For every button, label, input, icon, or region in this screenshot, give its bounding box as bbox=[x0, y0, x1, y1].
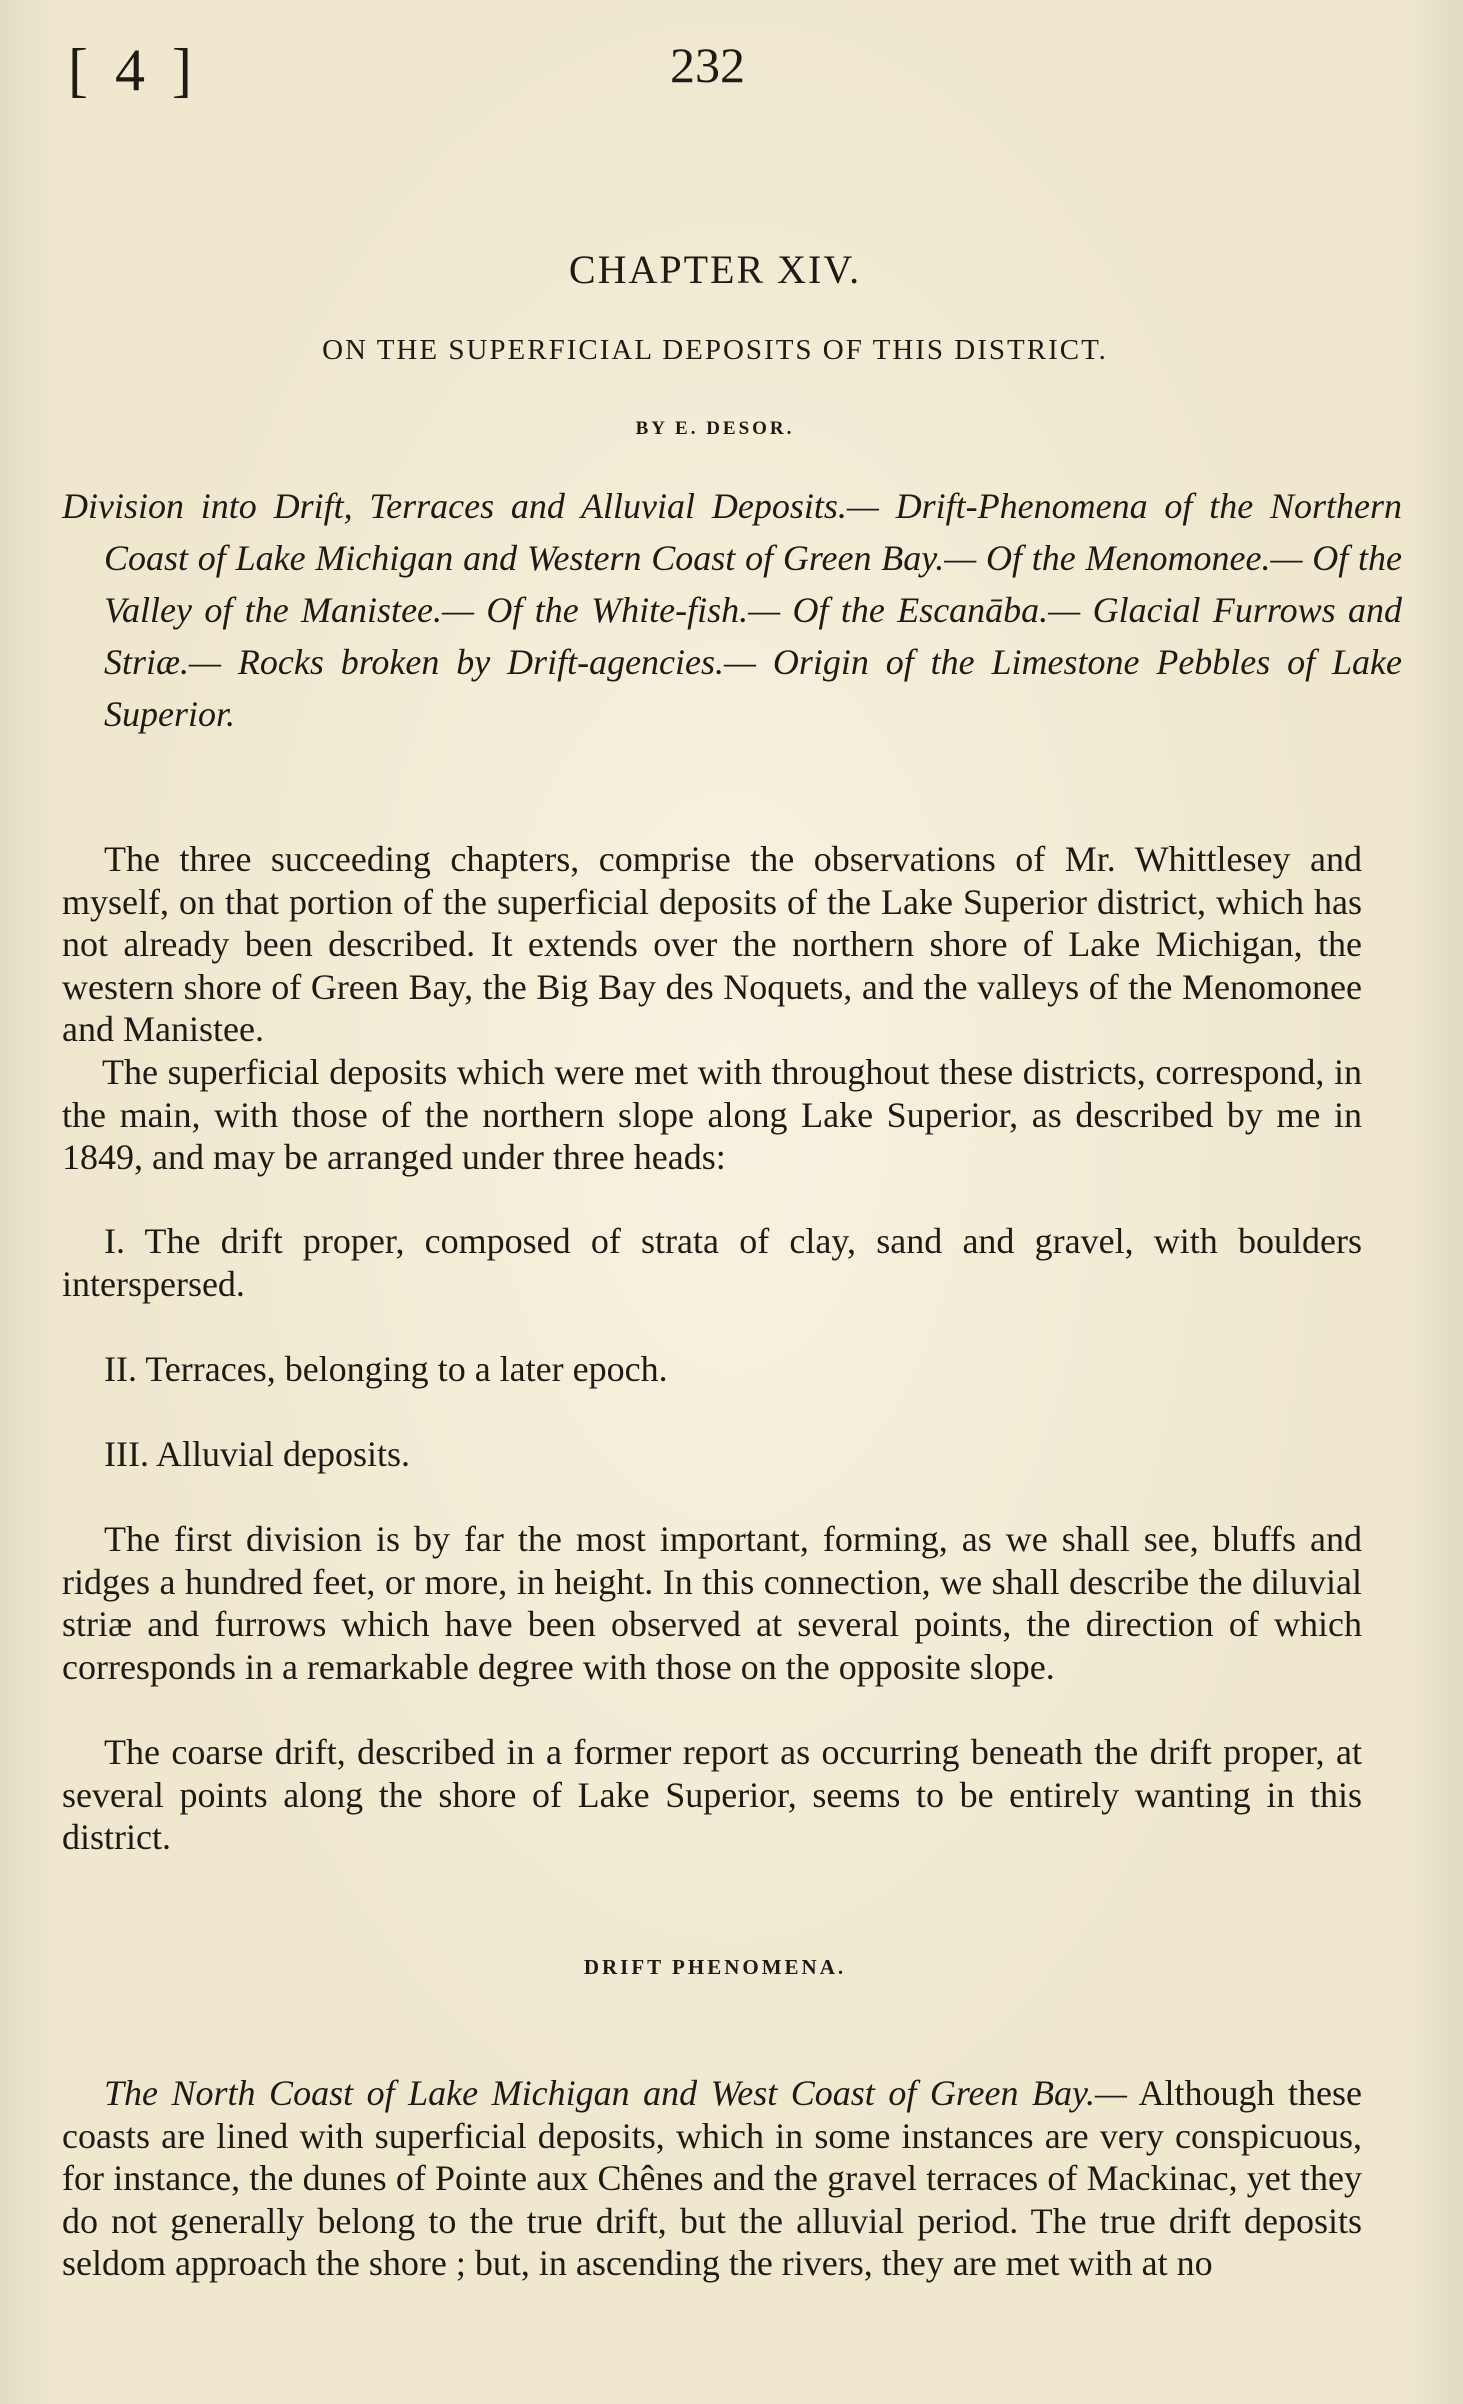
paragraph-coarse-drift: The coarse drift, described in a former report as occurring beneath the drift proper, at several points along the shore of Lake Superior, seems to be entirely wanting in this district. bbox=[62, 1732, 1362, 1857]
paragraph-north-coast bbox=[62, 2072, 1362, 2285]
paragraph-deposits: The superficial deposits which were met with throughout these districts, correspond, in the main, with those of the northern slope along Lake Superior, as described by me in 1849, and may be arranged under three heads: bbox=[62, 1052, 1362, 1177]
runin-heading: The North Coast of Lake Michigan and West Coast of Green Bay.— bbox=[104, 2073, 1127, 2113]
chapter-summary: Division into Drift, Terraces and Alluvial Deposits.— Drift-Phenomena of the Northern Coast of Lake Michigan and Western Coast of Green Bay.— Of the Menomonee.— Of the Valley of the Manistee.— Of the White-fish.— Of the Escanāba.— Glacial Furrows and Striæ.— Rocks broken by Drift-agencies.— Origin of the Limestone Pebbles of Lake Superior. bbox=[62, 486, 1402, 734]
chapter-subtitle: ON THE SUPERFICIAL DEPOSITS OF THIS DISTRICT. bbox=[322, 334, 1108, 366]
section-heading: DRIFT PHENOMENA. bbox=[583, 1955, 847, 1979]
list-item-drift: I. The drift proper, composed of strata of clay, sand and gravel, with boulders interspersed. bbox=[62, 1221, 1362, 1304]
paragraph-first-division: The first division is by far the most important, forming, as we shall see, bluffs and ridges a hundred feet, or more, in height. In this connection, we shall describe the diluvial striæ and furrows which have been observed at several points, the direction of which corresponds in a remarkable degree with those on the opposite slope. bbox=[62, 1519, 1362, 1687]
list-item-terraces: II. Terraces, belonging to a later epoch. bbox=[104, 1349, 668, 1389]
chapter-title: CHAPTER XIV. bbox=[568, 247, 862, 292]
paragraph-north-coast-text: Although these coasts are lined with superficial deposits, which in some instances are very conspicuous, for instance, the dunes of Pointe aux Chênes and the gravel terraces of Mackinac, yet they do not generally belong to the true drift, but the alluvial period. The true drift deposits seldom approach the shore ; but, in ascending the rivers, they are met with at no bbox=[62, 2073, 1362, 2283]
signature-mark: [ 4 ] bbox=[68, 37, 198, 103]
page-number: 232 bbox=[670, 37, 745, 93]
author-byline: BY E. DESOR. bbox=[635, 418, 795, 439]
paragraph-intro: The three succeeding chapters, comprise the observations of Mr. Whittlesey and myself, on that portion of the superficial deposits of the Lake Superior district, which has not already been described. It extends over the northern shore of Lake Michigan, the western shore of Green Bay, the Big Bay des Noquets, and the valleys of the Menomonee and Manistee. bbox=[62, 839, 1362, 1049]
list-item-alluvial: III. Alluvial deposits. bbox=[104, 1434, 410, 1474]
